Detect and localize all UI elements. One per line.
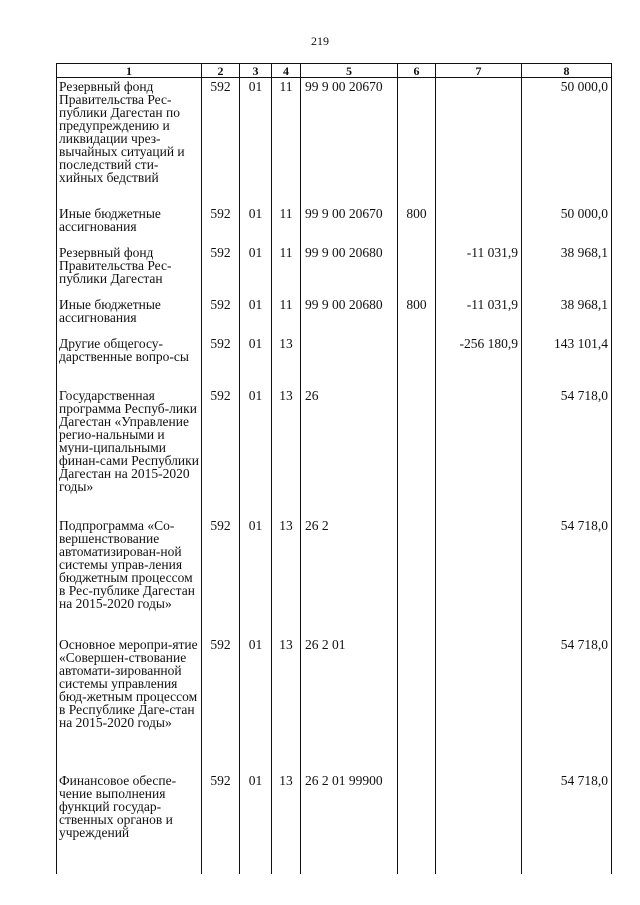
cell-col8: 50 000,0 (522, 205, 612, 244)
cell-col2: 592 (202, 772, 240, 840)
cell-col5: 99 9 00 20680 (301, 244, 398, 296)
cell-col8: 50 000,0 (522, 78, 612, 205)
cell-col6 (398, 772, 436, 840)
cell-col7: -256 180,9 (436, 335, 522, 387)
cell-col7 (436, 387, 522, 517)
cell-col6: 800 (398, 296, 436, 335)
row-name: Резервный фонд Правительства Рес-публики Дагестан по предупреждению и ликвидации чрез-вычайных ситуаций и последствий сти-хийных бедствий (57, 78, 202, 205)
cell-col8: 54 718,0 (522, 772, 612, 840)
page-number: 219 (311, 34, 329, 48)
table-row (57, 205, 612, 244)
cell-col8: 38 968,1 (522, 244, 612, 296)
table-row (57, 296, 612, 335)
cell-col8: 54 718,0 (522, 517, 612, 636)
cell-col4: 13 (272, 517, 301, 636)
table-row (57, 387, 612, 517)
cell-col5: 26 2 (301, 517, 398, 636)
cell-col5 (301, 335, 398, 387)
cell-col5: 99 9 00 20670 (301, 205, 398, 244)
cell-col3: 01 (240, 636, 272, 772)
row-name: Финансовое обеспе-чение выполнения функций государ-ственных органов и учреждений (57, 772, 202, 840)
column-header: 7 (436, 64, 522, 78)
table-row (57, 78, 612, 205)
cell-col4: 11 (272, 78, 301, 205)
row-name: Резервный фонд Правительства Рес-публики Дагестан (57, 244, 202, 296)
cell-col2: 592 (202, 517, 240, 636)
cell-col7 (436, 78, 522, 205)
row-name: Иные бюджетные ассигнования (57, 205, 202, 244)
table-row (57, 517, 612, 636)
table-header-row (57, 64, 612, 78)
column-header: 4 (272, 64, 301, 78)
cell-col3: 01 (240, 205, 272, 244)
cell-col3: 01 (240, 772, 272, 840)
cell-col5: 99 9 00 20670 (301, 78, 398, 205)
cell-col3: 01 (240, 335, 272, 387)
table-row (57, 335, 612, 387)
cell-col5: 26 2 01 99900 (301, 772, 398, 840)
table-row (57, 636, 612, 772)
cell-col4: 11 (272, 296, 301, 335)
cell-col2: 592 (202, 78, 240, 205)
cell-col4: 13 (272, 636, 301, 772)
cell-col7: -11 031,9 (436, 296, 522, 335)
cell-col3: 01 (240, 296, 272, 335)
cell-col7 (436, 205, 522, 244)
cell-col6: 800 (398, 205, 436, 244)
cell-col4: 11 (272, 205, 301, 244)
cell-col4: 13 (272, 335, 301, 387)
cell-col2: 592 (202, 335, 240, 387)
budget-table (56, 63, 612, 874)
cell-col3: 01 (240, 517, 272, 636)
cell-col7 (436, 517, 522, 636)
table-row (57, 244, 612, 296)
cell-col8: 143 101,4 (522, 335, 612, 387)
cell-col3: 01 (240, 244, 272, 296)
cell-col4: 13 (272, 387, 301, 517)
table-continuation (57, 840, 612, 874)
cell-col4: 13 (272, 772, 301, 840)
column-header: 8 (522, 64, 612, 78)
cell-col6 (398, 244, 436, 296)
column-header: 6 (398, 64, 436, 78)
cell-col6 (398, 517, 436, 636)
cell-col6 (398, 335, 436, 387)
cell-col2: 592 (202, 244, 240, 296)
cell-col7: -11 031,9 (436, 244, 522, 296)
column-header: 2 (202, 64, 240, 78)
cell-col6 (398, 387, 436, 517)
row-name: Другие общегосу-дарственные вопро-сы (57, 335, 202, 387)
cell-col2: 592 (202, 636, 240, 772)
row-name: Иные бюджетные ассигнования (57, 296, 202, 335)
cell-col2: 592 (202, 387, 240, 517)
row-name: Государственная программа Респуб-лики Дагестан «Управление регио-нальными и муни-ципальными финан-сами Республики Дагестан на 2015-2020 годы» (57, 387, 202, 517)
cell-col7 (436, 772, 522, 840)
column-header: 1 (57, 64, 202, 78)
cell-col7 (436, 636, 522, 772)
cell-col8: 54 718,0 (522, 636, 612, 772)
row-name: Основное меропри-ятие «Совершен-ствование автомати-зированной системы управления бюд-жетным процессом в Республике Даге-стан на 2015-2020 годы» (57, 636, 202, 772)
cell-col4: 11 (272, 244, 301, 296)
cell-col3: 01 (240, 387, 272, 517)
cell-col5: 99 9 00 20680 (301, 296, 398, 335)
cell-col3: 01 (240, 78, 272, 205)
cell-col5: 26 2 01 (301, 636, 398, 772)
cell-col6 (398, 78, 436, 205)
cell-col8: 38 968,1 (522, 296, 612, 335)
row-name: Подпрограмма «Со-вершенствование автоматизирован-ной системы управ-ления бюджетным процессом в Рес-публике Дагестан на 2015-2020 годы» (57, 517, 202, 636)
cell-col5: 26 (301, 387, 398, 517)
table-row (57, 772, 612, 840)
cell-col2: 592 (202, 296, 240, 335)
column-header: 5 (301, 64, 398, 78)
cell-col8: 54 718,0 (522, 387, 612, 517)
column-header: 3 (240, 64, 272, 78)
cell-col2: 592 (202, 205, 240, 244)
cell-col6 (398, 636, 436, 772)
